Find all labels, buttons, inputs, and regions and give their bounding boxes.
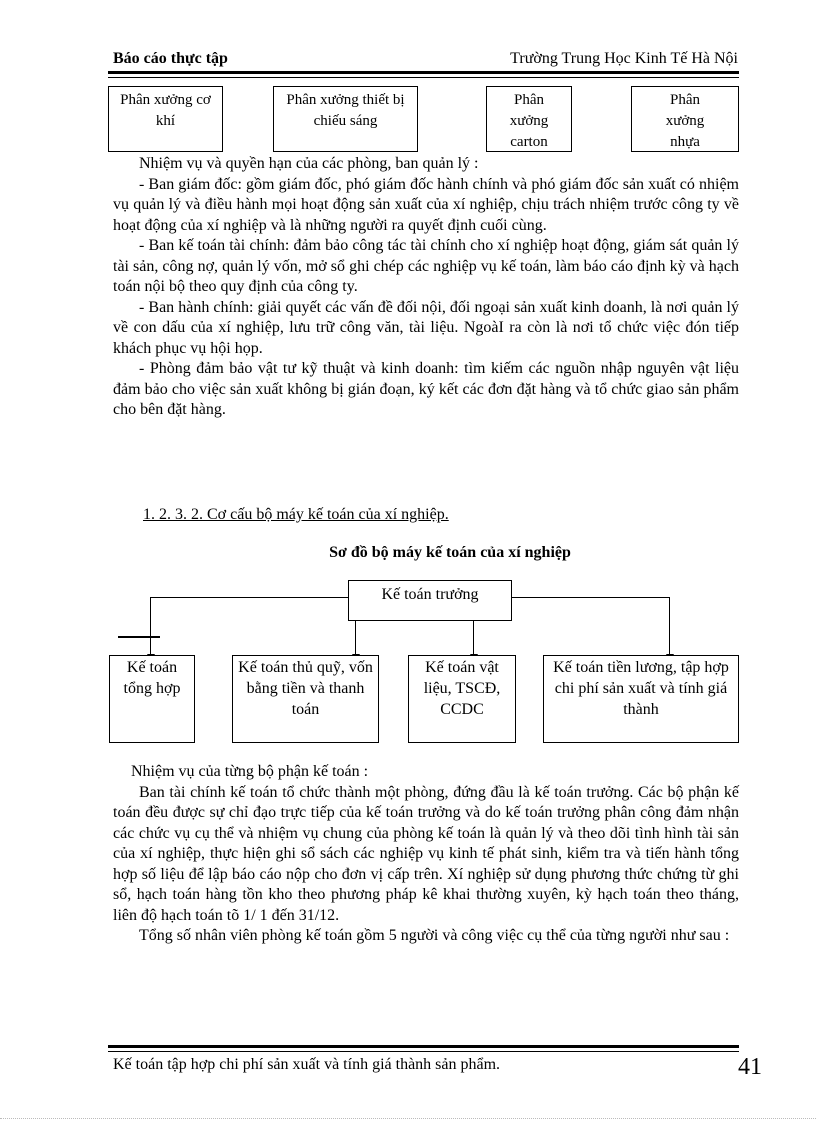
footer-rule-thin: [108, 1051, 739, 1052]
section1-text: [113, 154, 739, 421]
header-left: Báo cáo thực tập: [113, 50, 228, 67]
diagram-title: Sơ đồ bộ máy kế toán của xí nghiệp: [329, 544, 571, 561]
workshop-box-mechanical: Phân xưởng cơ khí: [108, 86, 223, 152]
page-edge-dots: [0, 1118, 816, 1119]
cashier-accounting-box: Kế toán thủ quỹ, vốn bằng tiền và thanh toán: [232, 655, 379, 743]
section2-text: [113, 762, 739, 947]
materials-accounting-box: Kế toán vật liệu, TSCĐ, CCDC: [408, 655, 516, 743]
chief-accountant-box: Kế toán trưởng: [348, 580, 512, 621]
section-heading: 1. 2. 3. 2. Cơ cấu bộ máy kế toán của xí nghiệp.: [143, 506, 449, 523]
section2-intro: Nhiệm vụ của từng bộ phận kế toán :: [131, 763, 369, 780]
paragraph-material-supply: - Phòng đảm bảo vật tư kỹ thuật và kinh doanh: tìm kiếm các nguồn nhập nguyên vật liệu đảm bảo cho việc sản xuất không bị gián đoạn, ký kết các đơn đặt hàng và tổ chức giao sản phẩm cho bên đặt hàng.: [113, 360, 739, 418]
paragraph-staff-count: Tổng số nhân viên phòng kế toán gồm 5 người và công việc cụ thể của từng người như sau :: [139, 927, 730, 944]
paragraph-administration: - Ban hành chính: giải quyết các vấn đề đối nội, đối ngoại sản xuất kinh doanh, là nơi quản lý về con dấu của xí nghiệp, lưu trữ công văn, tài liệu. NgoàI ra còn là nơi tổ chức việc đón tiếp khách phục vụ hội họp.: [113, 298, 739, 357]
connector-left-vertical: [150, 597, 151, 655]
general-accounting-box: Kế toán tổng hợp: [109, 655, 195, 743]
header-right: Trường Trung Học Kinh Tế Hà Nội: [510, 50, 738, 67]
connector-right-vertical: [669, 597, 670, 655]
workshop-box-carton: Phân xưởng carton: [486, 86, 572, 152]
header-rule-thick: [108, 71, 739, 74]
connector-left-horizontal: [150, 597, 348, 598]
footer-text: Kế toán tập hợp chi phí sản xuất và tính giá thành sản phẩm.: [113, 1056, 501, 1073]
payroll-cost-accounting-box: Kế toán tiền lương, tập hợp chi phí sản xuất và tính giá thành: [543, 655, 739, 743]
tick-mark: [118, 636, 160, 638]
paragraph-finance-accounting: - Ban kế toán tài chính: đảm bảo công tác tài chính cho xí nghiệp hoạt động, giám sát quản lý tài sản, công nợ, quản lý vốn, mở sổ ghi chép các nghiệp vụ kế toán, làm báo cáo định kỳ và hạch toán nội bộ theo quy định của công ty.: [113, 237, 739, 295]
paragraph-board-of-directors: - Ban giám đốc: gồm giám đốc, phó giám đốc hành chính và phó giám đốc sản xuất có nhiệm vụ quản lý và điều hành mọi hoạt động sản xuất của xí nghiệp, chịu trách nhiệm trước công ty về hoạt động của xí nghiệp và là những người ra quyết định cuối cùng.: [113, 175, 739, 234]
connector-right-horizontal: [512, 597, 669, 598]
paragraph-accounting-organization: Ban tài chính kế toán tổ chức thành một phòng, đứng đầu là kế toán trưởng. Các bộ phận kế toán đều được sự chỉ đạo trực tiếp của kế toán trưởng và do kế toán trưởng phân công đảm nhận các chức vụ cụ thể và nhiệm vụ chung của phòng kế toán là quản lý và theo dõi tình hình tài sản của xí nghiệp, thực hiện ghi sổ sách các nghiệp vụ kinh tế phát sinh, kiểm tra và tiến hành tổng hợp số liệu để lập báo cáo nộp cho đơn vị cấp trên. Xí nghiệp sử dụng phương thức chứng từ ghi sổ, hạch toán hàng tồn kho theo phương pháp kê khai thường xuyên, kỳ hạch toán theo tháng, liên độ hạch toán tõ 1/ 1 đến 31/12.: [113, 783, 739, 924]
section1-intro: Nhiệm vụ và quyền hạn của các phòng, ban quản lý :: [139, 155, 479, 172]
footer-rule-thick: [108, 1045, 739, 1048]
header-rule-thin: [108, 77, 739, 78]
workshop-box-plastic: Phân xưởng nhựa: [631, 86, 739, 152]
connector-vat-lieu: [473, 621, 474, 655]
connector-thu-quy: [355, 621, 356, 655]
workshop-box-lighting: Phân xưởng thiết bị chiếu sáng: [273, 86, 418, 152]
page-number: 41: [738, 1054, 762, 1080]
